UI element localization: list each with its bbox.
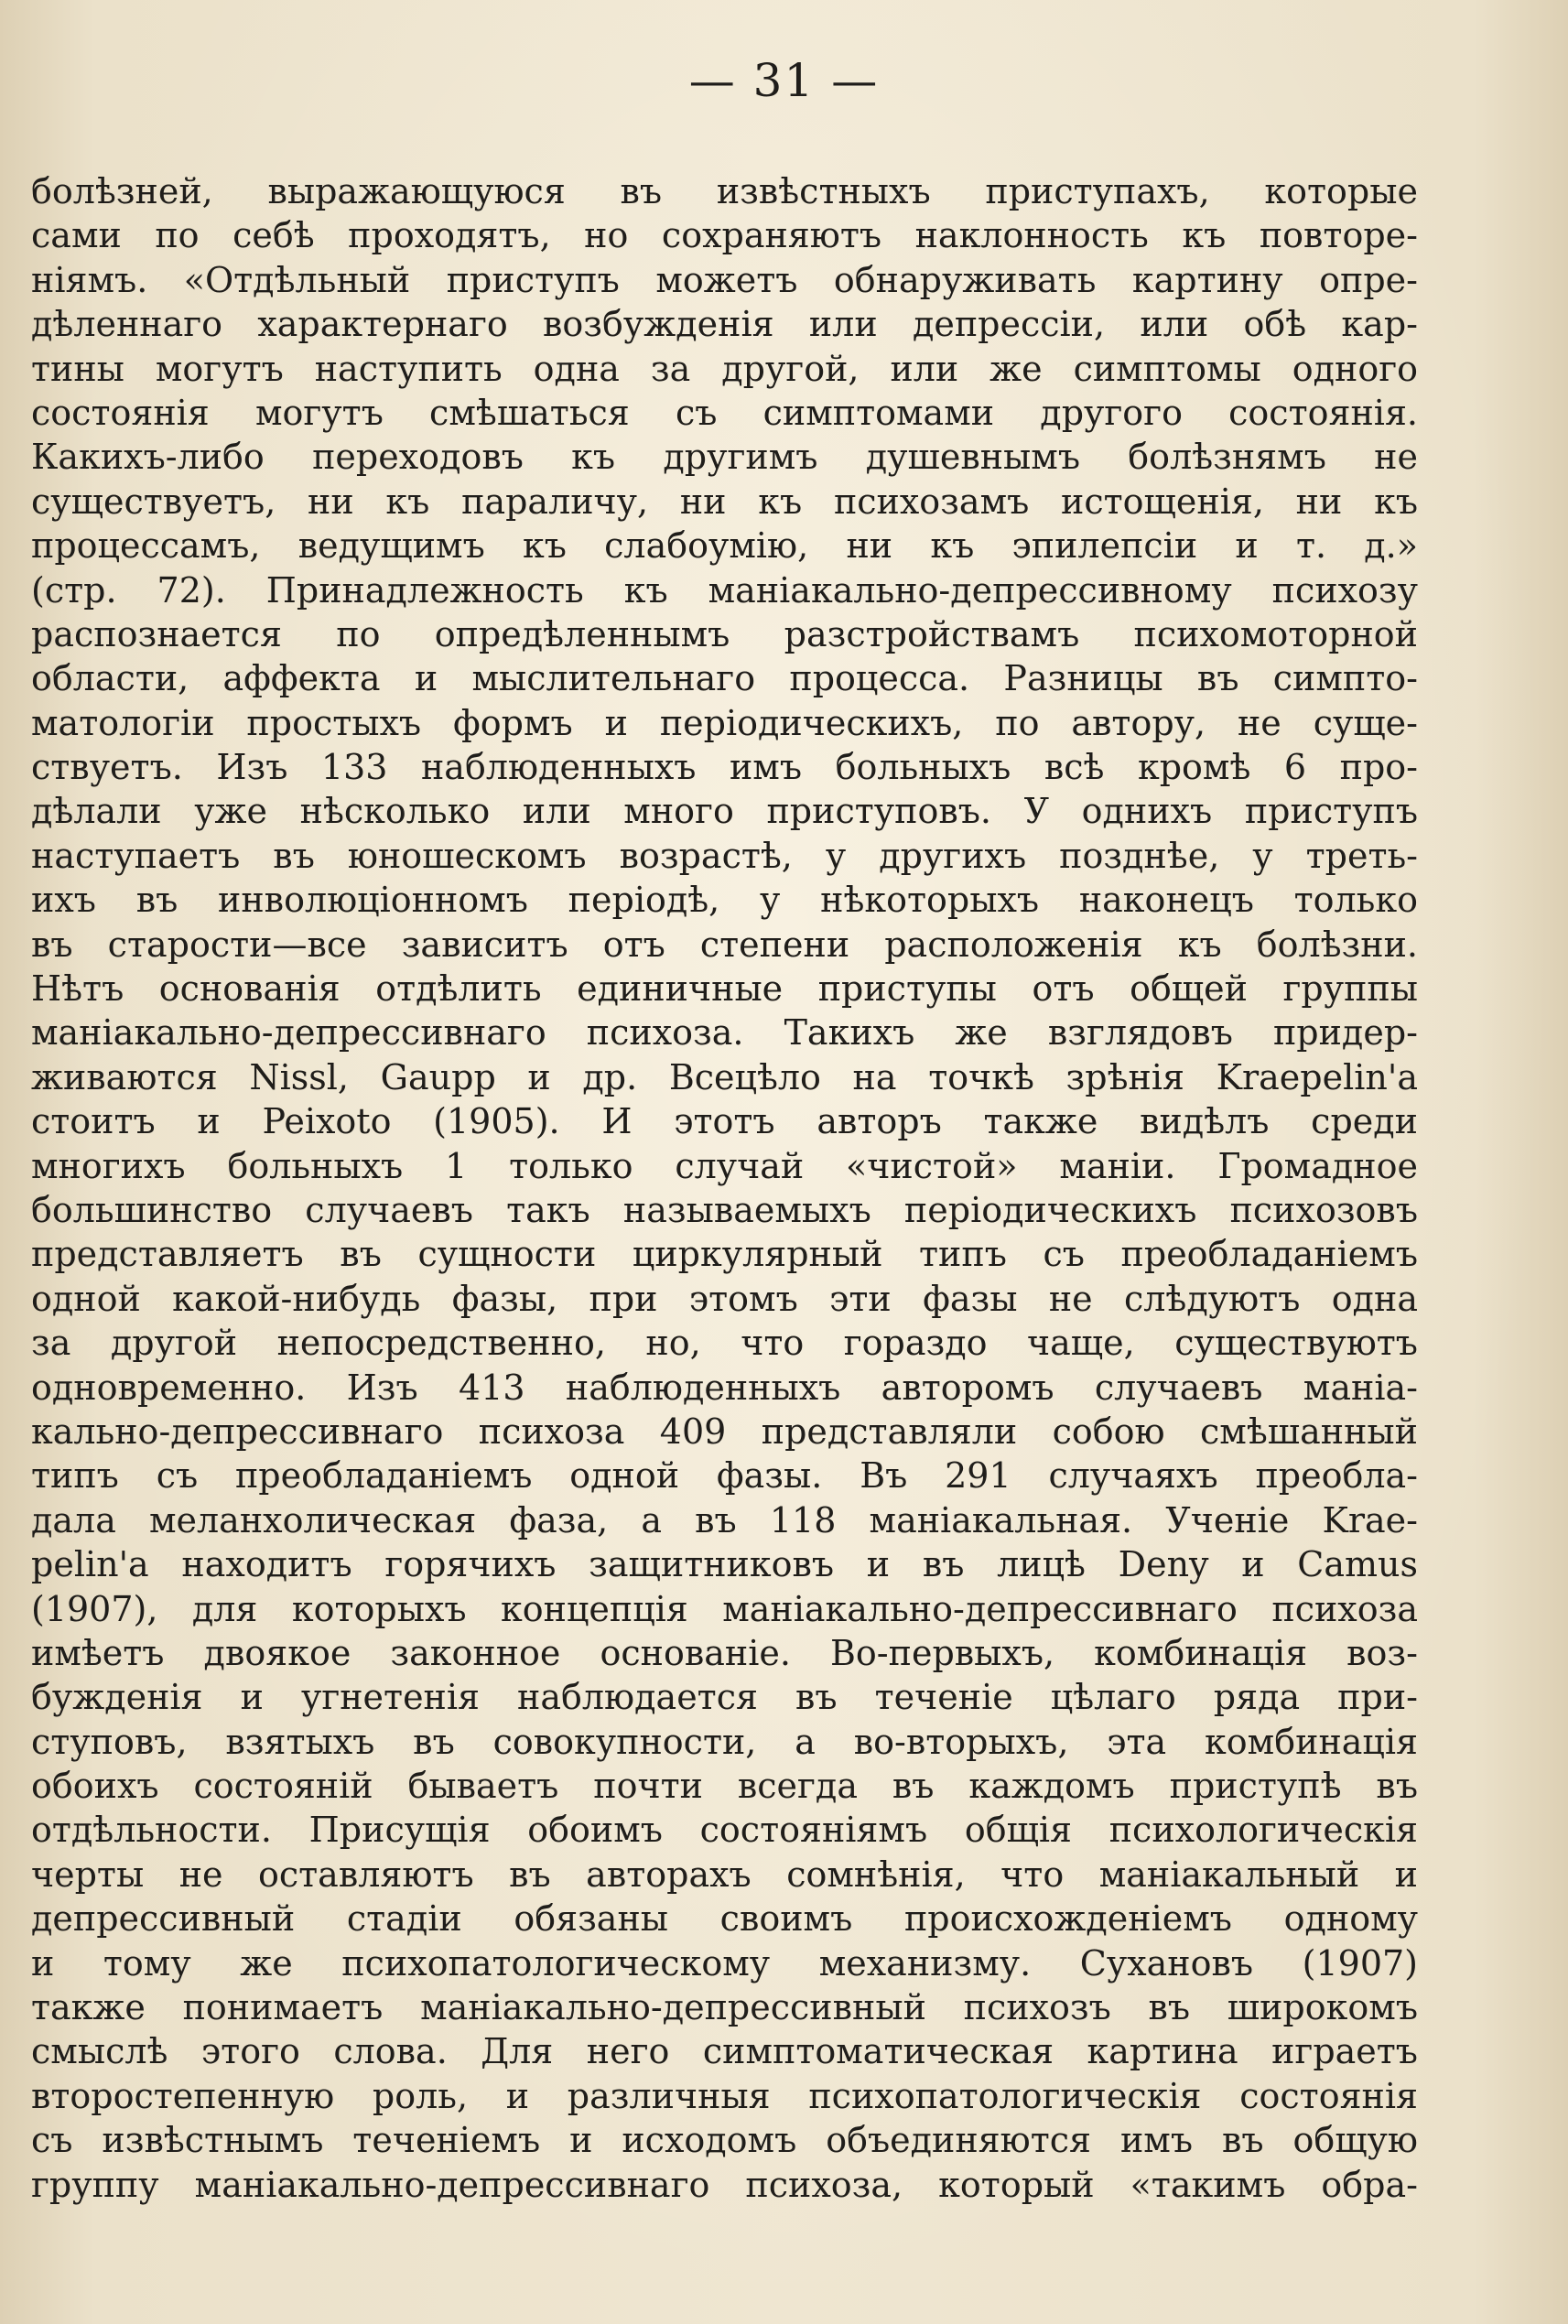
text-line: также понимаетъ маніакально-депрессивный психозъ въ широкомъ [31,1987,1418,2028]
text-line: и тому же психопатологическому механизму. Сухановъ (1907) [31,1942,1418,1984]
page-number: — 31 — [688,54,880,107]
text-line: депрессивный стадіи обязаны своимъ происхожденіемъ одному [31,1898,1418,1940]
text-line: за другой непосредственно, но, что гораздо чаще, существуютъ [31,1323,1418,1364]
text-line: бужденія и угнетенія наблюдается въ теченіе цѣлаго ряда при- [31,1677,1418,1718]
text-line: представляетъ въ сущности циркулярный типъ съ преобладаніемъ [31,1234,1418,1275]
text-line: распознается по опредѣленнымъ разстройствамъ психомоторной [31,613,1418,654]
text-line: маніакально-депрессивнаго психоза. Такихъ же взглядовъ придер- [31,1012,1418,1054]
text-line: типъ съ преобладаніемъ одной фазы. Въ 291 случаяхъ преобла- [31,1455,1418,1497]
text-line: имѣетъ двоякое законное основаніе. Во-первыхъ, комбинація воз- [31,1632,1418,1673]
text-line: группу маніакально-депрессивнаго психоза, который «такимъ обра- [31,2164,1418,2205]
text-line: матологіи простыхъ формъ и періодическихъ, по автору, не суще- [31,702,1418,743]
text-line: наступаетъ въ юношескомъ возрастѣ, у другихъ позднѣе, у треть- [31,835,1418,876]
text-line: одной какой-нибудь фазы, при этомъ эти фазы не слѣдуютъ одна [31,1278,1418,1319]
text-line: дала меланхолическая фаза, а въ 118 маніакальная. Ученіе Krae- [31,1499,1418,1540]
text-line: дѣлали уже нѣсколько или много приступовъ. У однихъ приступъ [31,791,1418,832]
text-line: живаются Nissl, Gaupp и др. Всецѣло на точкѣ зрѣнія Kraepelin'а [31,1056,1418,1097]
text-line: второстепенную роль, и различныя психопатологическія состоянія [31,2075,1418,2116]
text-line: состоянія могутъ смѣшаться съ симптомами другого состоянія. [31,392,1418,433]
text-line: (1907), для которыхъ концепція маніакально-депрессивнаго психоза [31,1588,1418,1629]
text-line: стоитъ и Peixoto (1905). И этотъ авторъ также видѣлъ среди [31,1101,1418,1142]
text-line: ніямъ. «Отдѣльный приступъ можетъ обнаруживать картину опре- [31,259,1418,300]
text-line: одновременно. Изъ 413 наблюденныхъ авторомъ случаевъ маніа- [31,1367,1418,1408]
text-line: pelin'а находитъ горячихъ защитниковъ и въ лицѣ Deny и Camus [31,1544,1418,1585]
text-line: многихъ больныхъ 1 только случай «чистой» маніи. Громадное [31,1145,1418,1186]
text-line: области, аффекта и мыслительнаго процесса. Разницы въ симпто- [31,658,1418,699]
text-line: отдѣльности. Присущія обоимъ состояніямъ общія психологическія [31,1810,1418,1851]
text-line: черты не оставляютъ въ авторахъ сомнѣнія, что маніакальный и [31,1854,1418,1895]
text-line: ствуетъ. Изъ 133 наблюденныхъ имъ больныхъ всѣ кромѣ 6 про- [31,747,1418,788]
text-line: ихъ въ инволюціонномъ періодѣ, у нѣкоторыхъ наконецъ только [31,880,1418,921]
text-line: сами по себѣ проходятъ, но сохраняютъ наклонность къ повторе- [31,215,1418,256]
text-line: тины могутъ наступить одна за другой, или же симптомы одного [31,348,1418,389]
text-line: въ старости—все зависитъ отъ степени расположенія къ болѣзни. [31,924,1418,965]
body-text [31,169,1418,2207]
text-line: большинство случаевъ такъ называемыхъ періодическихъ психозовъ [31,1189,1418,1230]
text-line: существуетъ, ни къ параличу, ни къ психозамъ истощенія, ни къ [31,481,1418,522]
text-line: обоихъ состояній бываетъ почти всегда въ каждомъ приступѣ въ [31,1766,1418,1807]
text-line: процессамъ, ведущимъ къ слабоумію, ни къ эпилепсіи и т. д.» [31,525,1418,567]
text-line: (стр. 72). Принадлежность къ маніакально-депрессивному психозу [31,569,1418,611]
text-line: Нѣтъ основанія отдѣлить единичные приступы отъ общей группы [31,968,1418,1010]
text-line: кально-депрессивнаго психоза 409 представляли собою смѣшанный [31,1411,1418,1452]
text-line: съ извѣстнымъ теченіемъ и исходомъ объединяются имъ въ общую [31,2120,1418,2161]
text-line: смыслѣ этого слова. Для него симптоматическая картина играетъ [31,2031,1418,2072]
text-line: Какихъ-либо переходовъ къ другимъ душевнымъ болѣзнямъ не [31,437,1418,478]
text-line: ступовъ, взятыхъ въ совокупности, а во-вторыхъ, эта комбинація [31,1721,1418,1762]
text-line: дѣленнаго характернаго возбужденія или депрессіи, или обѣ кар- [31,304,1418,345]
text-line: болѣзней, выражающуюся въ извѣстныхъ приступахъ, которые [31,171,1418,211]
